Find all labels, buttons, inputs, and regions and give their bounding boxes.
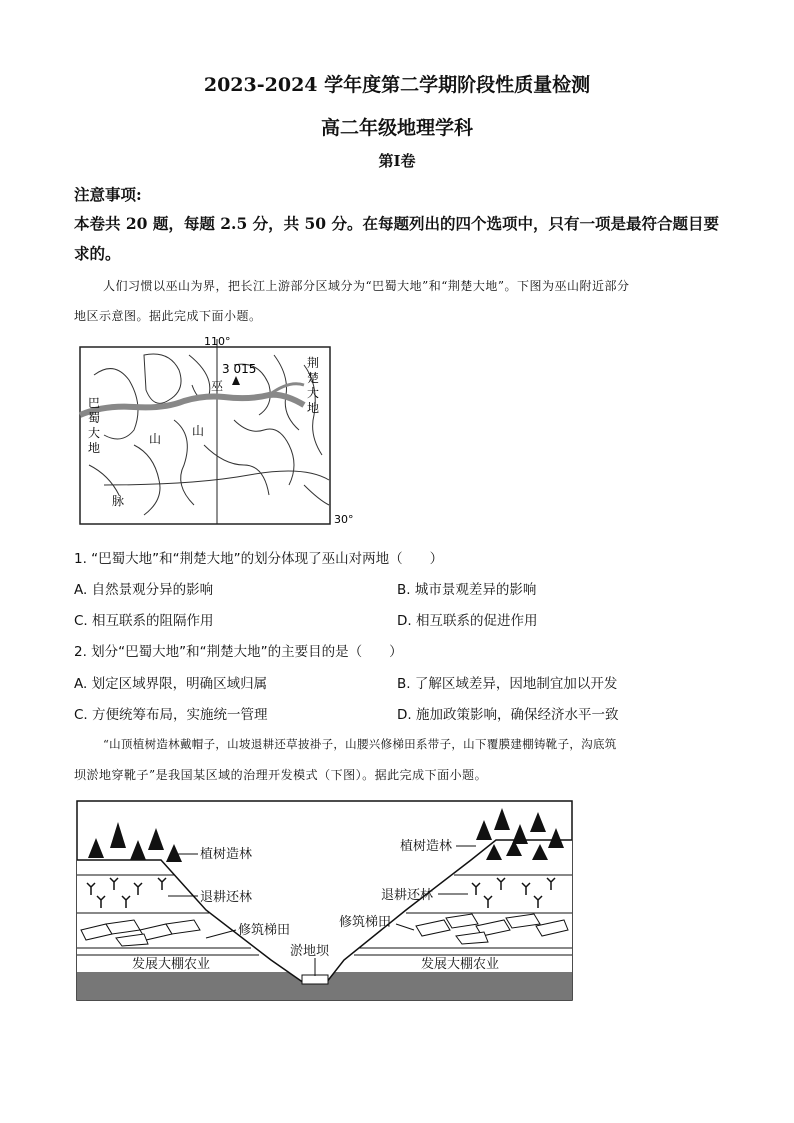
q2-option-d[interactable]: D. 施加政策影响，确保经济水平一致 <box>397 707 619 723</box>
map-label-shan2: 山 <box>149 432 162 446</box>
svg-text:楚: 楚 <box>307 371 320 385</box>
svg-text:荆: 荆 <box>307 356 320 370</box>
map-label-jingchu <box>307 356 319 415</box>
map-label-shan1: 山 <box>192 424 205 438</box>
q1-option-d[interactable]: D. 相互联系的促进作用 <box>397 613 538 629</box>
label-left-greenhouse: 发展大棚农业 <box>132 957 211 972</box>
page-subtitle: 高二年级地理学科 <box>320 117 473 139</box>
passage1-line1: 人们习惯以巫山为界，把长江上游部分区域分为“巴蜀大地”和“荆楚大地”。下图为巫山附近部分 <box>103 279 630 293</box>
passage2-line1: “山顶植树造林戴帽子，山坡退耕还草披褂子，山腰兴修梯田系带子，山下覆膜建棚铸靴子，沟底筑 <box>103 737 617 751</box>
q2-option-c[interactable]: C. 方便统筹布局，实施统一管理 <box>74 707 268 723</box>
svg-text:大: 大 <box>88 426 101 440</box>
q2-option-a[interactable]: A. 划定区域界限，明确区域归属 <box>74 676 268 692</box>
svg-text:蜀: 蜀 <box>88 411 101 425</box>
notice-line1: 本卷共 20 题，每题 2.5 分，共 50 分。在每题列出的四个选项中，只有一项是最符合题目要 <box>74 214 719 233</box>
svg-text:巴: 巴 <box>88 396 101 410</box>
page-title: 2023-2024 学年度第二学期阶段性质量检测 <box>203 74 591 96</box>
label-right-greenhouse: 发展大棚农业 <box>421 957 500 972</box>
passage2-line2: 坝淤地穿靴子”是我国某区域的治理开发模式（下图）。据此完成下面小题。 <box>74 768 488 782</box>
map-label-wu: 巫 <box>211 379 224 393</box>
label-right-forest: 植树造林 <box>400 839 453 854</box>
label-left-forest: 植树造林 <box>200 847 253 862</box>
label-dam: 淤地坝 <box>290 944 330 959</box>
latitude-label: 30° <box>334 513 354 526</box>
q1-stem: 1. “巴蜀大地”和“荆楚大地”的划分体现了巫山对两地（ ） <box>74 551 444 567</box>
longitude-label: 110° <box>204 335 231 348</box>
svg-text:大: 大 <box>307 386 320 400</box>
notice-heading: 注意事项: <box>74 185 142 204</box>
label-right-terrace: 修筑梯田 <box>339 915 392 930</box>
map-label-bashu <box>88 396 100 455</box>
q1-option-b[interactable]: B. 城市景观差异的影响 <box>397 582 537 598</box>
label-left-return: 退耕还林 <box>200 890 253 905</box>
label-right-return: 退耕还林 <box>381 888 434 903</box>
peak-elevation: 3 015 <box>222 362 257 376</box>
governance-diagram <box>76 800 574 1002</box>
volume-label: 第Ⅰ卷 <box>378 152 416 170</box>
map-label-mai: 脉 <box>112 494 125 508</box>
passage1-line2: 地区示意图。据此完成下面小题。 <box>74 309 262 323</box>
wushan-map <box>74 335 364 527</box>
svg-text:地: 地 <box>307 401 320 415</box>
q2-stem: 2. 划分“巴蜀大地”和“荆楚大地”的主要目的是（ ） <box>74 644 403 660</box>
q1-option-a[interactable]: A. 自然景观分异的影响 <box>74 582 214 598</box>
q1-option-c[interactable]: C. 相互联系的阻隔作用 <box>74 613 214 629</box>
label-left-terrace: 修筑梯田 <box>238 923 291 938</box>
q2-option-b[interactable]: B. 了解区域差异，因地制宜加以开发 <box>397 676 618 692</box>
notice-line2: 求的。 <box>74 244 121 263</box>
svg-text:地: 地 <box>88 441 101 455</box>
